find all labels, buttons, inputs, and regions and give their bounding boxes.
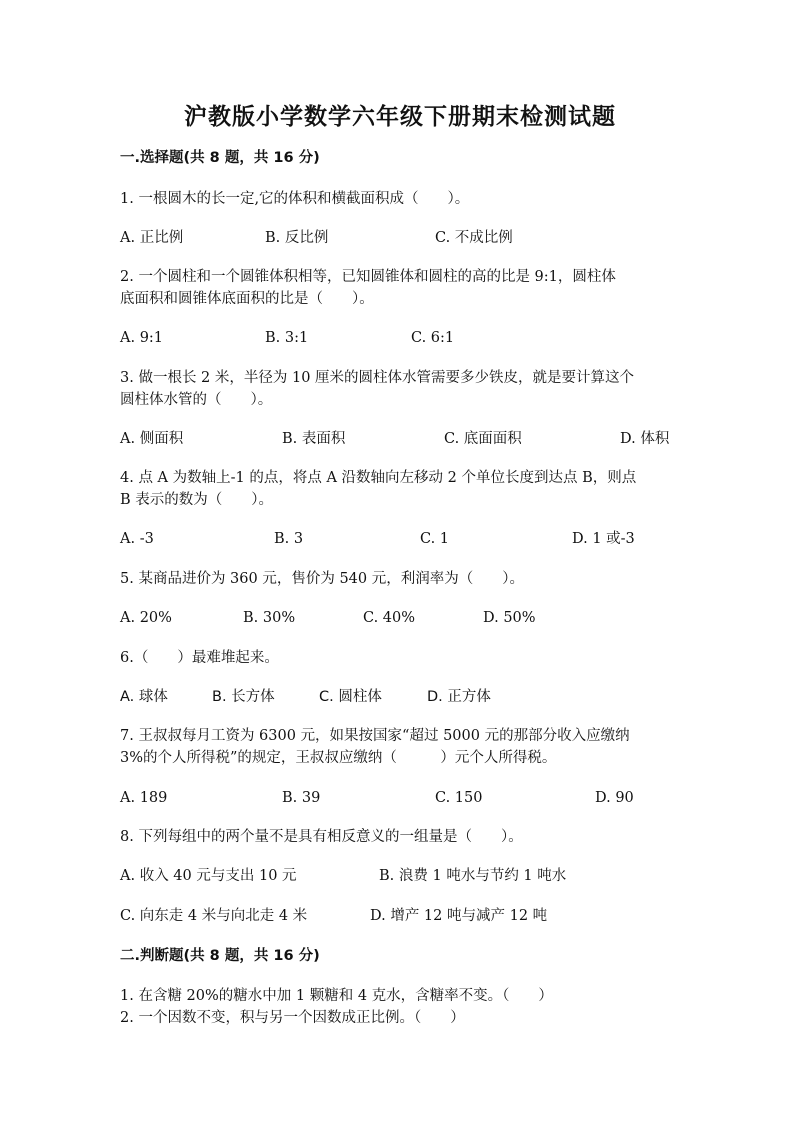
- question-4-stem-line1: 4. 点 A 为数轴上-1 的点，将点 A 沿数轴向左移动 2 个单位长度到达点 B，则点: [120, 470, 637, 486]
- question-2-stem-line1: 2. 一个圆柱和一个圆锥体积相等，已知圆锥体和圆柱的高的比是 9:1，圆柱体: [120, 269, 616, 285]
- question-5-option-c: C. 40%: [363, 610, 416, 626]
- question-2-stem-line2: 底面积和圆锥体底面积的比是（ ）。: [120, 291, 374, 307]
- question-7-option-b: B. 39: [282, 790, 321, 806]
- question-2-option-c: C. 6:1: [411, 330, 455, 346]
- question-1-stem: 1. 一根圆木的长一定,它的体积和横截面积成（ ）。: [120, 191, 470, 207]
- question-5-option-d: D. 50%: [483, 610, 536, 626]
- question-8-option-d: D. 增产 12 吨与减产 12 吨: [370, 908, 548, 924]
- question-3-option-a: A. 侧面积: [120, 431, 184, 447]
- question-4-option-c: C. 1: [420, 531, 450, 547]
- question-1-option-b: B. 反比例: [265, 230, 329, 246]
- section-heading-choice: 一.选择题(共 8 题，共 16 分): [120, 150, 320, 166]
- question-3-option-d: D. 体积: [620, 431, 670, 447]
- question-5-stem: 5. 某商品进价为 360 元，售价为 540 元，利润率为（ ）。: [120, 571, 524, 587]
- question-7-stem-line2: 3%的个人所得税”的规定，王叔叔应缴纳（ ）元个人所得税。: [120, 750, 557, 766]
- question-4-option-d: D. 1 或-3: [572, 531, 635, 547]
- question-7-option-d: D. 90: [595, 790, 634, 806]
- question-3-stem-line2: 圆柱体水管的（ ）。: [120, 392, 273, 408]
- question-6-option-c: C. 圆柱体: [319, 689, 382, 705]
- question-6-option-d: D. 正方体: [427, 689, 491, 705]
- question-3-option-b: B. 表面积: [282, 431, 346, 447]
- question-5-option-b: B. 30%: [243, 610, 296, 626]
- question-6-option-b: B. 长方体: [212, 689, 275, 705]
- question-1-option-a: A. 正比例: [120, 230, 184, 246]
- question-6-option-a: A. 球体: [120, 689, 168, 705]
- question-8-option-a: A. 收入 40 元与支出 10 元: [120, 868, 297, 884]
- judgement-1-stem: 1. 在含糖 20%的糖水中加 1 颗糖和 4 克水，含糖率不变。（ ）: [120, 988, 553, 1004]
- question-4-option-a: A. -3: [120, 531, 154, 547]
- question-7-option-c: C. 150: [435, 790, 483, 806]
- question-8-option-b: B. 浪费 1 吨水与节约 1 吨水: [379, 868, 567, 884]
- question-4-stem-line2: B 表示的数为（ ）。: [120, 492, 274, 508]
- question-6-stem: 6.（ ）最难堆起来。: [120, 650, 279, 666]
- question-3-option-c: C. 底面面积: [444, 431, 522, 447]
- question-2-option-b: B. 3:1: [265, 330, 309, 346]
- question-3-stem-line1: 3. 做一根长 2 米，半径为 10 厘米的圆柱体水管需要多少铁皮，就是要计算这个: [120, 370, 635, 386]
- question-7-stem-line1: 7. 王叔叔每月工资为 6300 元，如果按国家“超过 5000 元的那部分收入应缴纳: [120, 728, 630, 744]
- question-5-option-a: A. 20%: [120, 610, 172, 626]
- question-8-option-c: C. 向东走 4 米与向北走 4 米: [120, 908, 308, 924]
- question-8-stem: 8. 下列每组中的两个量不是具有相反意义的一组量是（ ）。: [120, 829, 523, 845]
- question-7-option-a: A. 189: [120, 790, 168, 806]
- question-4-option-b: B. 3: [274, 531, 304, 547]
- page-title: 沪教版小学数学六年级下册期末检测试题: [184, 104, 616, 130]
- section-heading-judgement: 二.判断题(共 8 题，共 16 分): [120, 948, 320, 964]
- question-2-option-a: A. 9:1: [120, 330, 164, 346]
- question-1-option-c: C. 不成比例: [435, 230, 513, 246]
- judgement-2-stem: 2. 一个因数不变，积与另一个因数成正比例。（ ）: [120, 1010, 465, 1026]
